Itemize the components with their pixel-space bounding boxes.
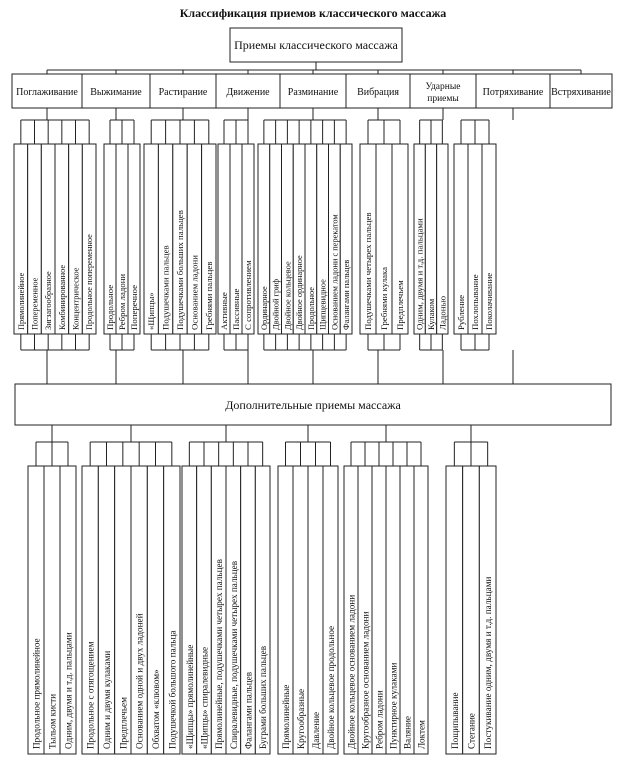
technique-label: Продольное [306, 286, 316, 330]
extra-technique-label: Тыльом кисти [47, 693, 58, 749]
extra-technique-label: «Щипцы» спиралевидные [199, 646, 210, 749]
extra-technique-label: Локтем [416, 720, 427, 749]
technique-label: Комбинированное [57, 264, 67, 330]
technique-label: Продольное попеременное [85, 234, 95, 330]
extra-technique-label: Буграми больших пальцев [258, 645, 269, 749]
extra-technique-label: Одним, двумя и т.д. пальцами [63, 632, 74, 749]
extra-techniques-label: Дополнительные приемы массажа [225, 398, 401, 412]
technique-label: Основанием ладони с перекатом [330, 214, 340, 330]
extra-technique-label: Валяние [402, 715, 413, 749]
extra-technique-label: Продольное с отягощением [85, 641, 96, 749]
extra-technique-column [400, 466, 414, 754]
extra-technique-label: Спиралевидные, подушечками четырех пальцев [228, 560, 239, 749]
category-label: Встряхивание [551, 87, 611, 98]
extra-technique-label: Стегание [466, 713, 477, 749]
technique-label: Предплечьем [395, 280, 405, 330]
technique-label: «Щипцы» [146, 292, 157, 330]
extra-technique-column [414, 466, 428, 754]
technique-label: Продольное [105, 284, 115, 330]
extra-technique-label: Двойное кольцевое основанием ладони [346, 594, 357, 749]
extra-technique-label: Ребром ладони [374, 690, 385, 749]
category-label: приемы [427, 94, 459, 104]
category-label: Выжимание [90, 87, 142, 98]
extra-technique-label: Пощипывание [449, 692, 460, 749]
technique-label: Двойное кольцевое [283, 261, 293, 330]
technique-label: Зигзагообразное [44, 271, 54, 330]
technique-label: Гребнями пальцев [203, 261, 214, 330]
extra-technique-label: Фалангами пальцев [243, 671, 254, 749]
technique-label: Щипцевидное [318, 279, 328, 330]
category-label: Вибрация [357, 87, 399, 98]
technique-label: Ординарное [259, 286, 269, 330]
extra-technique-label: Двойное кольцевое продольное [326, 625, 336, 749]
technique-label: Одним, двумя и т.д. пальцами [414, 218, 425, 330]
extra-technique-label: Подушечкой большого пальца [167, 630, 178, 749]
technique-label: С сопротивлением [243, 260, 253, 330]
technique-label: Подушечками четырех пальцев [363, 212, 373, 330]
technique-label: Концентрическое [71, 267, 81, 330]
category-label: Потряхивание [482, 87, 544, 98]
technique-label: Ребром ладони [117, 273, 127, 330]
technique-label: Похлопывание [470, 274, 480, 330]
extra-technique-label: Продольное прямолинейное [31, 638, 42, 749]
technique-label: Фалангами пальцев [342, 259, 352, 330]
extra-technique-label: «Щипцы» прямолинейные [184, 644, 195, 749]
technique-label: Прямолинейное [16, 272, 26, 330]
category-label: Разминание [287, 87, 339, 98]
extra-technique-label: Давление [311, 711, 321, 749]
root-label: Приемы классического массажа [234, 38, 398, 52]
extra-technique-label: Прямолинейные [281, 684, 291, 749]
technique-label: Кулаком [426, 298, 436, 330]
category-row [12, 74, 612, 108]
extra-technique-columns [28, 466, 496, 754]
technique-label: Подушечками больших пальцев [175, 210, 185, 330]
extra-technique-label: Основанием одной и двух ладоней [134, 613, 145, 749]
category-label: Растирание [158, 87, 208, 98]
category-label: Ударные [425, 82, 461, 92]
technique-label: Ладонью [437, 295, 448, 330]
extra-technique-label: Одним и двумя кулаками [102, 650, 112, 749]
extra-technique-label: Кругообразное основанием ладони [360, 611, 371, 749]
extra-technique-label: Прямолинейные, подушечками четырех пальцев [214, 559, 225, 749]
technique-label: Основанием ладони [189, 255, 200, 330]
category-label: Движение [226, 87, 270, 98]
technique-label: Подушечками пальцев [160, 245, 171, 330]
technique-label: Поколачивание [484, 272, 494, 330]
technique-label: Двойное ординарное [295, 255, 305, 330]
extra-technique-label: Пунктирное кулаками [388, 662, 399, 749]
extra-technique-label: Кругообразные [296, 688, 306, 749]
technique-label: Рубление [456, 294, 466, 330]
technique-label: Гребнями кулака [379, 266, 389, 330]
technique-label: Поперечное [129, 285, 139, 330]
diagram-title: Классификация приемов классического массажа [179, 6, 447, 20]
category-label: Поглаживание [16, 87, 78, 98]
technique-label: Активные [219, 292, 229, 330]
technique-label: Двойной гриф [271, 278, 281, 330]
technique-columns [14, 144, 496, 334]
extra-technique-column [463, 466, 480, 754]
extra-technique-label: Предплечьем [118, 697, 129, 749]
extra-technique-column [308, 466, 323, 754]
extra-technique-label: Постукивание одним, двумя и т.д. пальцами [483, 576, 494, 749]
extra-technique-label: Обхватом «клювом» [151, 669, 161, 749]
technique-label: Попеременное [30, 277, 40, 330]
technique-label: Пассивные [231, 288, 241, 330]
